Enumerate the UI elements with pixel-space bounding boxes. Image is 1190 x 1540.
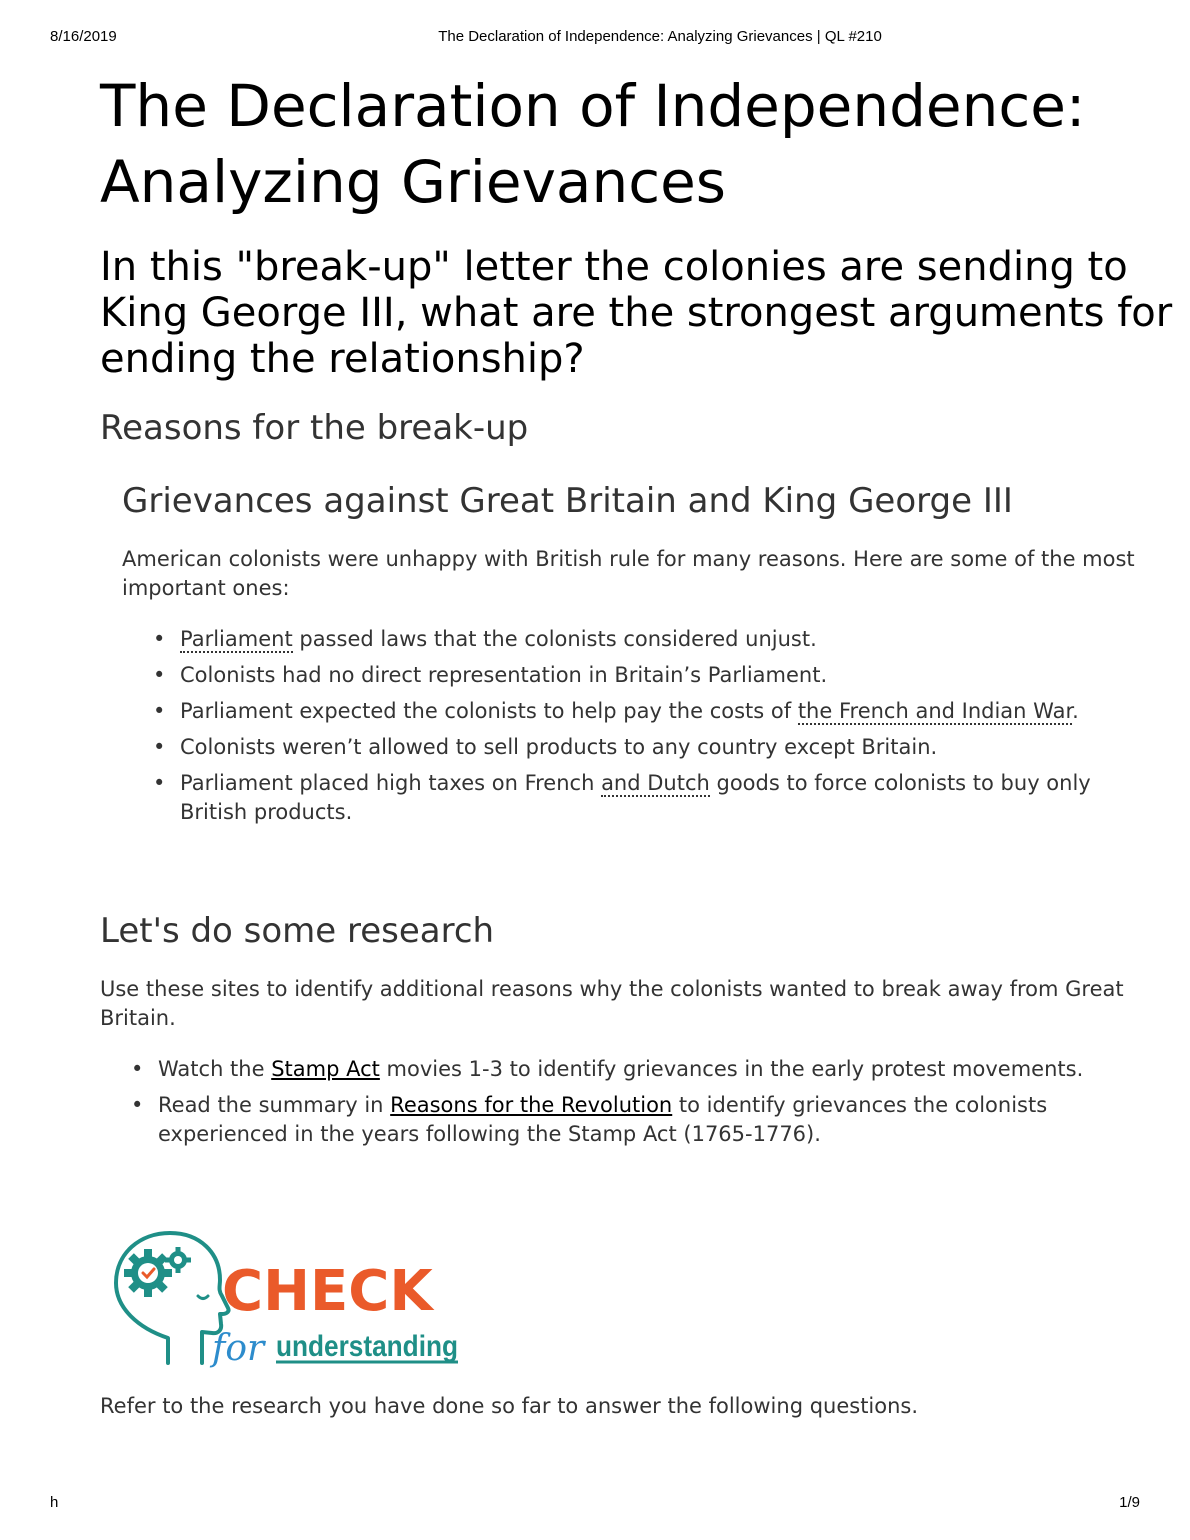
glossary-term-dutch[interactable]: and Dutch — [601, 771, 710, 795]
list-item — [122, 769, 1162, 827]
page-number: 1/9 — [1119, 1494, 1140, 1511]
header-date: 8/16/2019 — [50, 28, 117, 45]
list-item — [122, 661, 1162, 690]
essential-question: In this "break-up" letter the colonies are sending to King George III, what are the strongest arguments for ending the relationship? — [100, 244, 1173, 382]
list-item-text: Colonists weren’t allowed to sell products to any country except Britain. — [180, 735, 938, 759]
list-item-text: Parliament placed high taxes on French — [180, 771, 602, 795]
stamp-act-link[interactable]: Stamp Act — [271, 1057, 380, 1081]
list-item-text: Read the summary in — [158, 1093, 391, 1117]
list-item — [122, 625, 1162, 654]
logo-word-check: CHECK — [222, 1259, 433, 1324]
refer-instructions: Refer to the research you have done so far to answer the following questions. — [100, 1394, 919, 1418]
list-item — [100, 1091, 1160, 1149]
list-item-text: . — [1072, 699, 1079, 723]
gear-icon — [124, 1249, 172, 1297]
logo-graphic — [108, 1228, 468, 1373]
research-list — [100, 1055, 1160, 1156]
research-intro: Use these sites to identify additional reasons why the colonists wanted to break away from Great Britain. — [100, 977, 1124, 1030]
list-item-text: goods to force colonists to buy only British products. — [180, 771, 1091, 824]
logo-word-understanding: understanding — [276, 1330, 458, 1363]
list-item-text: passed laws that the colonists considered unjust. — [292, 627, 817, 651]
list-item-text: Colonists had no direct representation in Britain’s Parliament. — [180, 663, 828, 687]
check-for-understanding-logo — [108, 1228, 468, 1373]
logo-word-for: for — [212, 1328, 265, 1369]
list-item-text: to identify grievances the colonists experienced in the years following the Stamp Act (1765-1776). — [158, 1093, 1048, 1146]
list-item — [100, 1055, 1160, 1084]
reasons-for-revolution-link[interactable]: Reasons for the Revolution — [390, 1093, 673, 1117]
list-item — [122, 697, 1162, 726]
grievances-list — [122, 625, 1162, 834]
research-heading: Let's do some research — [100, 911, 495, 951]
header-doc-title: The Declaration of Independence: Analyzing Grievances | QL #210 — [438, 28, 882, 45]
list-item-text: Parliament expected the colonists to help pay the costs of — [180, 699, 792, 723]
footer-url: h — [50, 1494, 59, 1511]
list-item-text: Watch the — [158, 1057, 272, 1081]
grievances-subheading: Grievances against Great Britain and King George III — [122, 481, 1013, 521]
list-item-text: movies 1-3 to identify grievances in the early protest movements. — [379, 1057, 1084, 1081]
reasons-heading: Reasons for the break-up — [100, 408, 529, 448]
closed-eye-icon — [198, 1296, 208, 1299]
page-title: The Declaration of Independence: Analyzing Grievances — [100, 72, 1086, 216]
list-item — [122, 733, 1162, 762]
glossary-term-parliament[interactable]: Parliament — [180, 627, 293, 651]
glossary-term-french-indian-war[interactable]: the French and Indian War — [797, 699, 1073, 723]
grievances-intro: American colonists were unhappy with British rule for many reasons. Here are some of the most important ones: — [122, 547, 1135, 600]
